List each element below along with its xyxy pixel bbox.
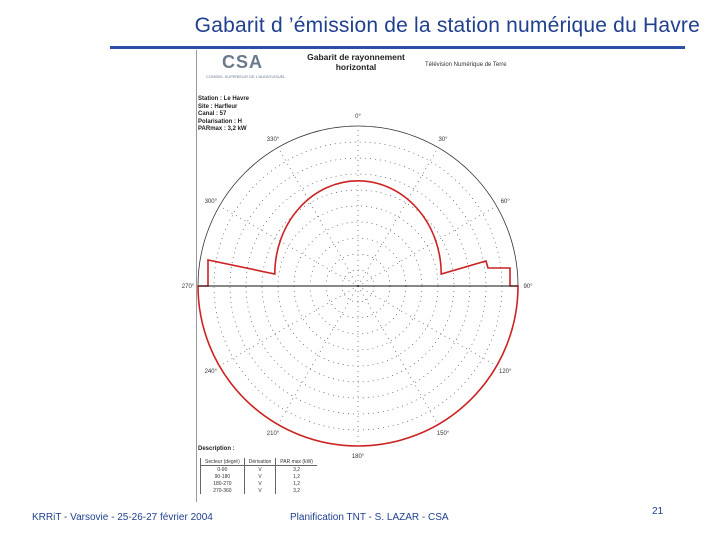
angle-label: 30° <box>438 136 448 143</box>
polar-spoke <box>278 286 358 425</box>
table-row <box>201 480 317 487</box>
table-cell: 0-90 <box>201 466 245 474</box>
table-row <box>201 487 317 494</box>
angle-label: 330° <box>266 136 280 143</box>
table-header-row <box>201 458 317 466</box>
table-header: PAR max (kW) <box>276 458 317 466</box>
document-subtitle: Télévision Numérique de Terre <box>425 62 507 68</box>
table-cell: 1,2 <box>276 480 317 487</box>
table-row <box>201 473 317 480</box>
polar-spoke <box>358 147 438 286</box>
table-cell: 3,2 <box>276 466 317 474</box>
csa-logo-text: CSA <box>222 52 264 72</box>
polar-angle-labels <box>182 114 533 460</box>
station-line: Polarisation : H <box>198 118 243 125</box>
polar-spoke <box>358 206 497 286</box>
document-title-line2: horizontal <box>335 62 377 72</box>
table-cell: 3,2 <box>276 487 317 494</box>
table-row <box>201 466 317 474</box>
angle-label: 210° <box>266 431 280 438</box>
angle-label: 60° <box>500 199 510 205</box>
angle-label: 150° <box>436 431 450 438</box>
angle-label: 270° <box>181 284 195 290</box>
document-title-line1: Gabarit de rayonnement <box>307 52 405 62</box>
footer-left: KRRiT - Varsovie - 25-26-27 février 2004 <box>32 512 213 523</box>
angle-label: 0° <box>355 114 361 120</box>
polar-spoke <box>219 286 358 366</box>
angle-label: 300° <box>204 199 217 205</box>
polar-radiation-diagram <box>180 110 540 460</box>
station-line: Canal : 57 <box>198 111 227 117</box>
polar-spoke <box>358 286 438 425</box>
table-header: Secteur (degré) <box>201 458 245 466</box>
table-cell: 1,2 <box>276 473 317 480</box>
table-cell: 270-360 <box>201 487 245 494</box>
angle-label: 180° <box>351 454 365 460</box>
footer-center: Planification TNT - S. LAZAR - CSA <box>290 512 449 523</box>
station-line: Station : Le Havre <box>198 96 250 102</box>
slide-title: Gabarit d ’émission de la station numérique du Havre <box>194 14 700 37</box>
title-rule <box>110 46 685 49</box>
polar-spoke <box>219 206 358 286</box>
station-line: PARmax : 3,2 kW <box>198 126 247 132</box>
table-cell: 90-180 <box>201 473 245 480</box>
angle-label: 240° <box>204 369 217 375</box>
table-cell: V <box>244 466 276 474</box>
angle-label: 120° <box>499 369 512 375</box>
table-cell: V <box>244 487 276 494</box>
description-table <box>200 458 317 494</box>
polar-spoke <box>358 286 497 366</box>
page-number: 21 <box>652 506 664 517</box>
table-header: Dérivation <box>244 458 276 466</box>
document-title <box>297 52 415 78</box>
table-cell: 180-270 <box>201 480 245 487</box>
csa-logo-subtitle: CONSEIL SUPERIEUR DE L'AUDIOVISUEL <box>206 74 286 79</box>
table-cell: V <box>244 480 276 487</box>
station-line: Site : Harfleur <box>198 103 238 110</box>
description-label: Description : <box>198 446 235 452</box>
table-cell: V <box>244 473 276 480</box>
polar-spoke <box>278 147 358 286</box>
angle-label: 90° <box>523 284 533 290</box>
